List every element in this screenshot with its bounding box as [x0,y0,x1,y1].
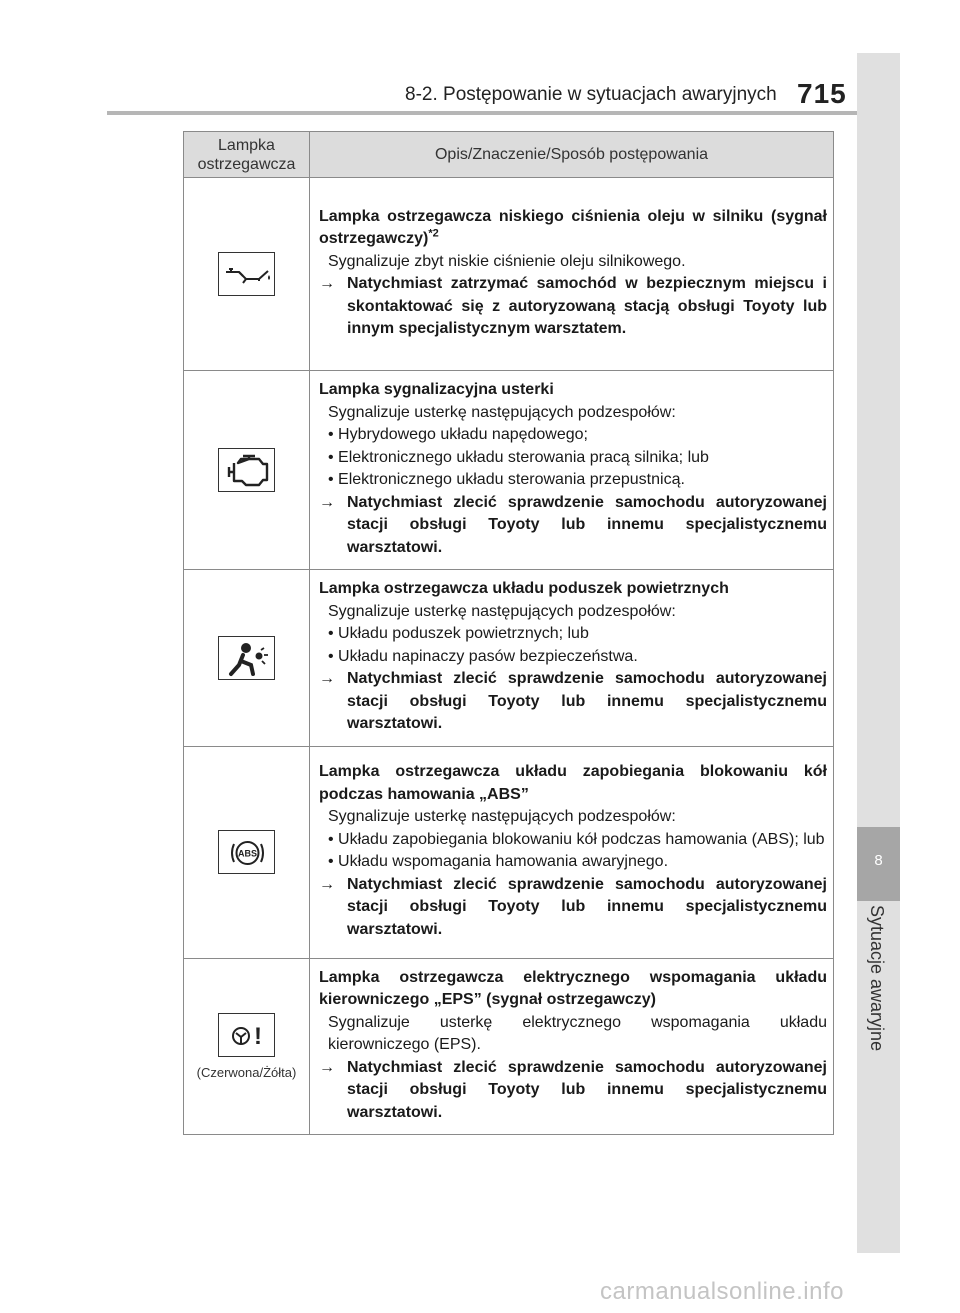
row-title: Lampka ostrzegawcza układu zapobiegania blokowaniu kół podczas hamowania „ABS” [319,763,827,803]
row-description: Sygnalizuje zbyt niskie ciśnienie oleju silnikowego. [328,252,686,270]
row-action: → Natychmiast zlecić sprawdzenie samochodu autoryzowanej stacji obsługi Toyoty lub innemu specjalistycznemu warsztatowi. [319,493,827,556]
row-description: Sygnalizuje usterkę następujących podzespołów: [328,403,676,421]
description-cell [310,178,834,371]
icon-cell [184,746,310,958]
arrow-icon: → [319,493,335,511]
arrow-icon: → [319,1058,335,1076]
row-action: → Natychmiast zlecić sprawdzenie samochodu autoryzowanej stacji obsługi Toyoty lub innemu specjalistycznemu warsztatowi. [319,875,827,938]
table-row [184,746,834,958]
icon-cell [184,371,310,570]
eps-icon-text: ! [254,1022,262,1050]
table-row [184,178,834,371]
abs-warning-icon [218,830,275,874]
arrow-icon: → [319,670,335,687]
row-title: Lampka ostrzegawcza układu poduszek powietrznych [319,580,729,597]
row-action: → Natychmiast zatrzymać samochód w bezpiecznym miejscu i skontaktować się z autoryzowaną stacją obsługi Toyoty lub innym specjalistycznym warsztatem. [319,275,827,337]
icon-cell [184,570,310,747]
description-cell [310,570,834,747]
row-description: Sygnalizuje usterkę następujących podzespołów: [328,808,676,825]
row-description: Sygnalizuje usterkę następujących podzespołów: [328,602,676,620]
icon-cell [184,958,310,1135]
row-action: → Natychmiast zlecić sprawdzenie samochodu autoryzowanej stacji obsługi Toyoty lub innemu specjalistycznemu warsztatowi. [319,1058,827,1121]
table-row [184,958,834,1135]
abs-icon-text: ABS [237,848,258,859]
list-item: • Układu wspomagania hamowania awaryjnego. [328,853,669,870]
row-action: → Natychmiast zlecić sprawdzenie samochodu autoryzowanej stacji obsługi Toyoty lub innemu specjalistycznemu warsztatowi. [319,670,827,732]
eps-warning-icon [218,1013,275,1057]
header-rule [107,111,900,115]
chapter-label-text: Sytuacje awaryjne [867,905,887,1052]
list-item: • Hybrydowego układu napędowego; [328,426,588,443]
table-row [184,570,834,747]
arrow-icon: → [319,875,335,893]
running-header: 8-2. Postępowanie w sytuacjach awaryjnych [405,84,777,105]
description-cell [310,958,834,1135]
table-row [184,371,834,570]
list-item: • Elektronicznego układu sterowania przepustnicą. [328,471,685,488]
description-cell [310,371,834,570]
row-title: Lampka ostrzegawcza elektrycznego wspomagania układu kierowniczego „EPS” (sygnał ostrzegawczy) [319,968,827,1008]
airbag-warning-icon [218,636,275,680]
header-desc-column: Opis/Znaczenie/Sposób postępowania [310,132,834,178]
row-title: Lampka sygnalizacyjna usterki [319,381,554,398]
list-item: • Układu zapobiegania blokowaniu kół podczas hamowania (ABS); lub [328,830,825,848]
description-cell [310,746,834,958]
list-item: • Układu napinaczy pasów bezpieczeństwa. [328,647,638,665]
icon-caption: (Czerwona/Żółta) [196,1064,297,1080]
header-icon-column: Lampka ostrzegawcza [184,132,310,178]
icon-cell [184,178,310,371]
list-item: • Układu poduszek powietrznych; lub [328,625,589,642]
chapter-tab-number: 8 [874,852,883,869]
table-header-row [184,132,834,178]
list-item: • Elektronicznego układu sterowania pracą silnika; lub [328,448,709,466]
watermark: carmanualsonline.info [600,1278,844,1305]
warning-lights-table [183,131,834,1135]
oil-pressure-warning-icon [218,252,275,296]
check-engine-icon [218,448,275,492]
chapter-label [857,905,900,1105]
row-title: Lampka ostrzegawcza niskiego ciśnienia oleju w silniku (sygnał ostrzegawczy)$^{*2}$ [319,207,827,247]
arrow-icon: → [319,275,335,292]
row-description: Sygnalizuje usterkę elektrycznego wspomagania układu kierowniczego (EPS). [328,1013,827,1053]
page-number: 715 [797,78,847,109]
